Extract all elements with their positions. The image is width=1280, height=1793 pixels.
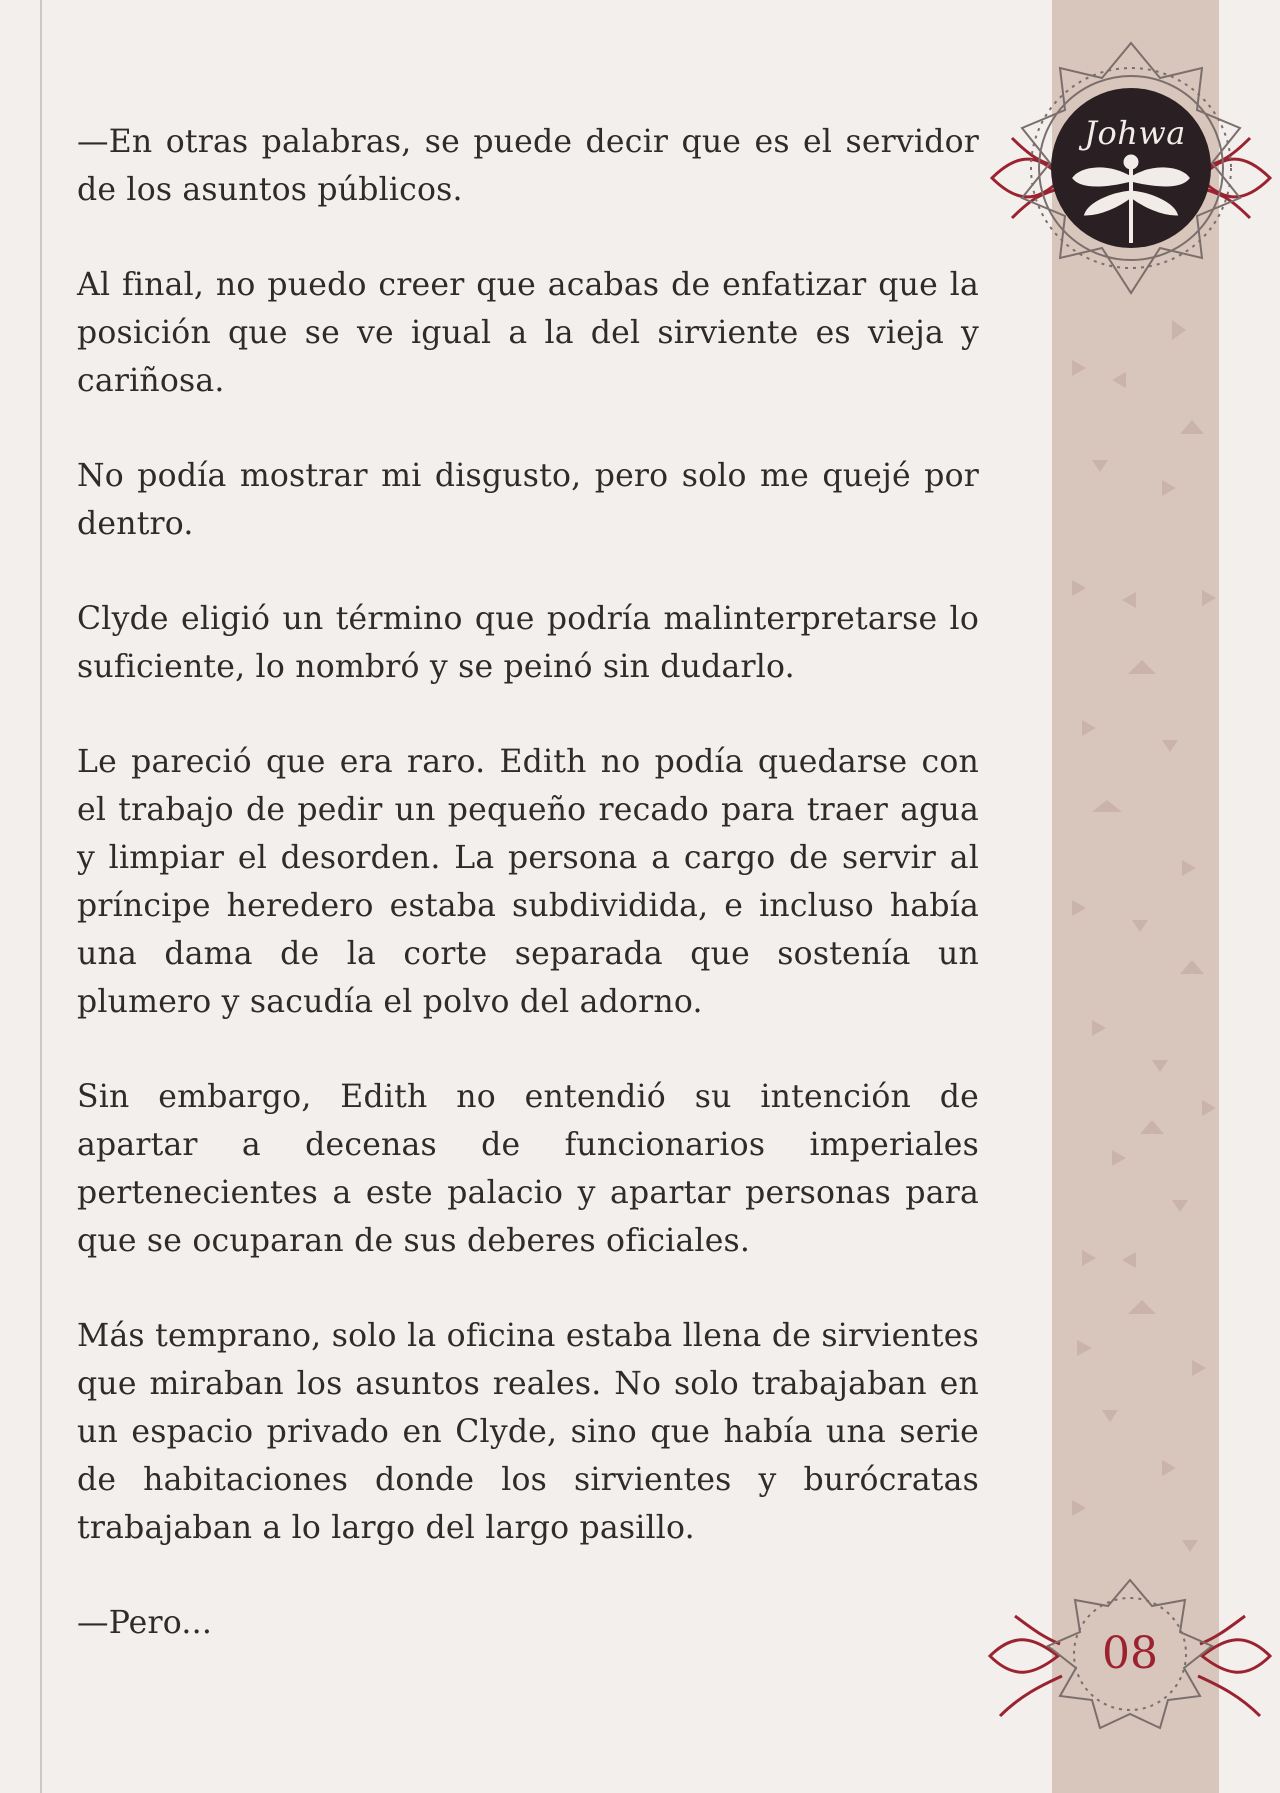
- paragraph-1: —En otras palabras, se puede decir que es el servidor de los asuntos públicos.: [77, 124, 979, 208]
- paragraph-8: —Pero...: [77, 1605, 213, 1641]
- paragraph-3: No podía mostrar mi disgusto, pero solo me quejé por dentro.: [77, 458, 979, 542]
- emblem-title: Johwa: [1084, 114, 1186, 152]
- paragraph-4: Clyde eligió un término que podría malinterpretarse lo suficiente, lo nombró y se peinó sin dudarlo.: [77, 601, 979, 685]
- left-margin-rule: [40, 0, 42, 1793]
- paragraph-6: Sin embargo, Edith no entendió su intención de apartar a decenas de funcionarios imperiales pertenecientes a este palacio y apartar personas para que se ocuparan de sus deberes oficiales.: [77, 1079, 979, 1259]
- paragraph-7: Más temprano, solo la oficina estaba llena de sirvientes que miraban los asuntos reales. No solo trabajaban en un espacio privado en Clyde, sino que había una serie de habitaciones donde los sirvientes y burócratas trabajaban a lo largo del largo pasillo.: [77, 1318, 979, 1546]
- page-number: 08: [1102, 1628, 1158, 1679]
- paragraph-5: Le pareció que era raro. Edith no podía quedarse con el trabajo de pedir un pequeño recado para traer agua y limpiar el desorden. La persona a cargo de servir al príncipe heredero estaba subdividida, e incluso había una dama de la corte separada que sostenía un plumero y sacudía el polvo del adorno.: [77, 744, 979, 1020]
- paragraph-2: Al final, no puedo creer que acabas de enfatizar que la posición que se ve igual a la del sirviente es vieja y cariñosa.: [77, 267, 979, 399]
- chapter-text: [77, 118, 979, 1694]
- johwa-emblem: [982, 38, 1280, 328]
